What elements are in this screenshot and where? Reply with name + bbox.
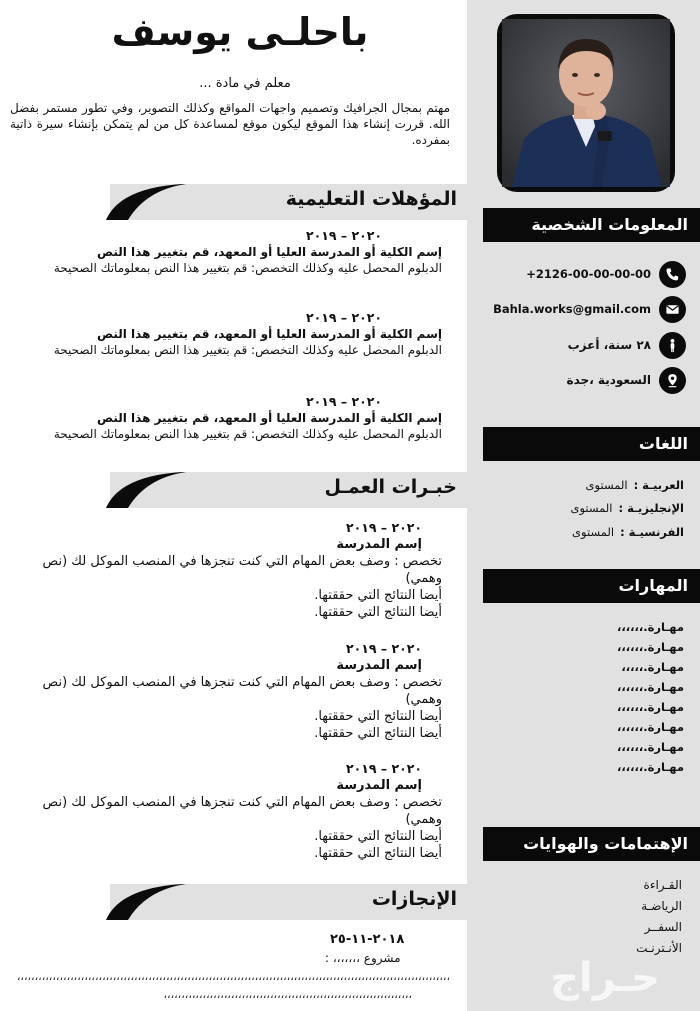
experience-school: إسم المدرسة xyxy=(336,778,422,793)
swoosh-decoration xyxy=(106,884,186,920)
contact-location: السعودية ،جدة xyxy=(566,373,651,387)
experience-years: ٢٠٢٠ – ٢٠١٩ xyxy=(345,761,422,776)
achievement-placeholder-line: ،،،،،،،،،،،،،،،،،،،،،،،،،،،،،،،،،،،،،،،،،،،،،،،،،،،،،،،،،،،،،،،،،،،،،، xyxy=(163,988,412,1001)
hobby-item: السفــر xyxy=(644,920,682,934)
skill-item: مهـارة.،،،،،، xyxy=(617,760,684,774)
education-institution: إسم الكلية أو المدرسة العليا أو المعهد، قم بتغيير هذا النص xyxy=(96,245,442,259)
language-level: المستوى xyxy=(585,478,628,492)
achievement-date: ٢٠١٨-١١-٢٥ xyxy=(330,932,405,947)
profile-photo-frame xyxy=(497,14,675,192)
skill-item: مهـارة.،،،،،، xyxy=(617,640,684,654)
phone-icon xyxy=(659,261,686,288)
profile-photo-image xyxy=(502,19,670,187)
experience-years: ٢٠٢٠ – ٢٠١٩ xyxy=(345,520,422,535)
email-icon xyxy=(659,296,686,323)
achievement-project: مشروع ،،،،،،، : xyxy=(325,951,401,965)
education-institution: إسم الكلية أو المدرسة العليا أو المعهد، قم بتغيير هذا النص xyxy=(96,411,442,425)
education-years: ٢٠٢٠ – ٢٠١٩ xyxy=(305,394,382,409)
language-item xyxy=(570,501,684,515)
experience-entry xyxy=(42,760,442,862)
hobbies-heading: الإهتمامات والهوايات xyxy=(483,827,700,861)
education-years: ٢٠٢٠ – ٢٠١٩ xyxy=(305,228,382,243)
skill-item: مهـارة.،،،،،، xyxy=(617,700,684,714)
experience-description: تخصص : وصف بعض المهام التي كنت تنجزها في المنصب الموكل لك (نص وهمي) xyxy=(42,675,442,707)
achievements-title: الإنجازات xyxy=(371,888,457,910)
achievement-placeholder-line: ،،،،،،،،،،،،،،،،،،،،،،،،،،،،،،،،،،،،،،،،،،،،،،،،،،،،،،،،،،،،،،،،،،،،،،،،،،،،،،،،،،،،،،،،،،،،،،،،،،،،،،،،،،،،،،،،،،،،،،،،،، xyxy=(16,970,450,983)
education-entry xyxy=(42,310,442,358)
education-heading-bar xyxy=(110,184,467,220)
job-title: معلم في مادة ... xyxy=(199,76,291,91)
achievements-heading-bar xyxy=(110,884,467,920)
education-description: الدبلوم المحصل عليه وكذلك التخصص: قم بتغيير هذا النص بمعلوماتك الصحيحة xyxy=(53,261,442,275)
education-entry xyxy=(42,394,442,442)
contact-location-row xyxy=(481,365,686,395)
hobby-item: القـراءة xyxy=(643,878,682,892)
skill-item: مهـارة.،،،،، xyxy=(621,660,684,674)
contact-phone: +2126-00-00-00-00 xyxy=(526,267,651,281)
personal-info-heading: المعلومات الشخصية xyxy=(483,208,700,242)
contact-email: Bahla.works@gmail.com xyxy=(493,302,651,316)
experience-title: خبـرات العمـل xyxy=(324,476,457,498)
language-name: الإنجليزيـة : xyxy=(618,501,684,515)
skills-heading: المهارات xyxy=(483,569,700,603)
experience-heading-bar xyxy=(110,472,467,508)
language-level: المستوى xyxy=(572,525,615,539)
experience-years: ٢٠٢٠ – ٢٠١٩ xyxy=(345,641,422,656)
language-name: الفرنسيـة : xyxy=(620,525,684,539)
experience-result: أيضا النتائج التي حققتها. xyxy=(314,588,442,603)
experience-result: أيضا النتائج التي حققتها. xyxy=(314,709,442,724)
person-icon xyxy=(659,332,686,359)
language-item xyxy=(572,525,684,539)
contact-age: ٢٨ سنة، أعزب xyxy=(567,338,651,352)
language-item xyxy=(586,478,684,492)
hobby-item: الأنـترنـت xyxy=(636,941,682,955)
about-paragraph: مهتم بمجال الجرافيك وتصميم واجهات المواقع وكذلك التصوير، وفي تطور مستمر بفضل الله. قررت إنشاء هذا الموقع ليكون موقع لمساعدة كل من لم يتمكن بإنشاء سيرة ذاتية بمفرده. xyxy=(10,101,450,147)
experience-description: تخصص : وصف بعض المهام التي كنت تنجزها في المنصب الموكل لك (نص وهمي) xyxy=(42,795,442,827)
education-entry xyxy=(42,228,442,276)
language-level: المستوى xyxy=(570,501,613,515)
contact-email-row xyxy=(481,294,686,324)
contact-phone-row xyxy=(481,259,686,289)
watermark: حـراج xyxy=(550,955,660,1001)
skill-item: مهـارة.،،،،،، xyxy=(617,620,684,634)
skill-item: مهـارة.،،،،،، xyxy=(617,740,684,754)
experience-result: أيضا النتائج التي حققتها. xyxy=(314,829,442,844)
education-description: الدبلوم المحصل عليه وكذلك التخصص: قم بتغيير هذا النص بمعلوماتك الصحيحة xyxy=(53,427,442,441)
experience-entry xyxy=(42,640,442,742)
experience-result: أيضا النتائج التي حققتها. xyxy=(314,846,442,861)
hobby-item: الرياضـة xyxy=(641,899,682,913)
experience-school: إسم المدرسة xyxy=(336,658,422,673)
experience-result: أيضا النتائج التي حققتها. xyxy=(314,726,442,741)
experience-school: إسم المدرسة xyxy=(336,537,422,552)
profile-photo xyxy=(502,19,670,187)
education-institution: إسم الكلية أو المدرسة العليا أو المعهد، قم بتغيير هذا النص xyxy=(96,327,442,341)
sidebar xyxy=(467,0,700,1011)
education-title: المؤهلات التعليمية xyxy=(285,188,457,210)
experience-description: تخصص : وصف بعض المهام التي كنت تنجزها في المنصب الموكل لك (نص وهمي) xyxy=(42,554,442,586)
skill-item: مهـارة.،،،،،، xyxy=(617,720,684,734)
experience-entry xyxy=(42,519,442,621)
swoosh-decoration xyxy=(106,184,186,220)
languages-heading: اللغات xyxy=(483,427,700,461)
education-description: الدبلوم المحصل عليه وكذلك التخصص: قم بتغيير هذا النص بمعلوماتك الصحيحة xyxy=(53,343,442,357)
language-name: العربيـة : xyxy=(633,478,684,492)
person-name: باحلـى يوسف xyxy=(111,10,369,54)
location-pin-icon xyxy=(659,367,686,394)
skill-item: مهـارة.،،،،،، xyxy=(617,680,684,694)
education-years: ٢٠٢٠ – ٢٠١٩ xyxy=(305,310,382,325)
swoosh-decoration xyxy=(106,472,186,508)
contact-age-row xyxy=(481,330,686,360)
experience-result: أيضا النتائج التي حققتها. xyxy=(314,605,442,620)
